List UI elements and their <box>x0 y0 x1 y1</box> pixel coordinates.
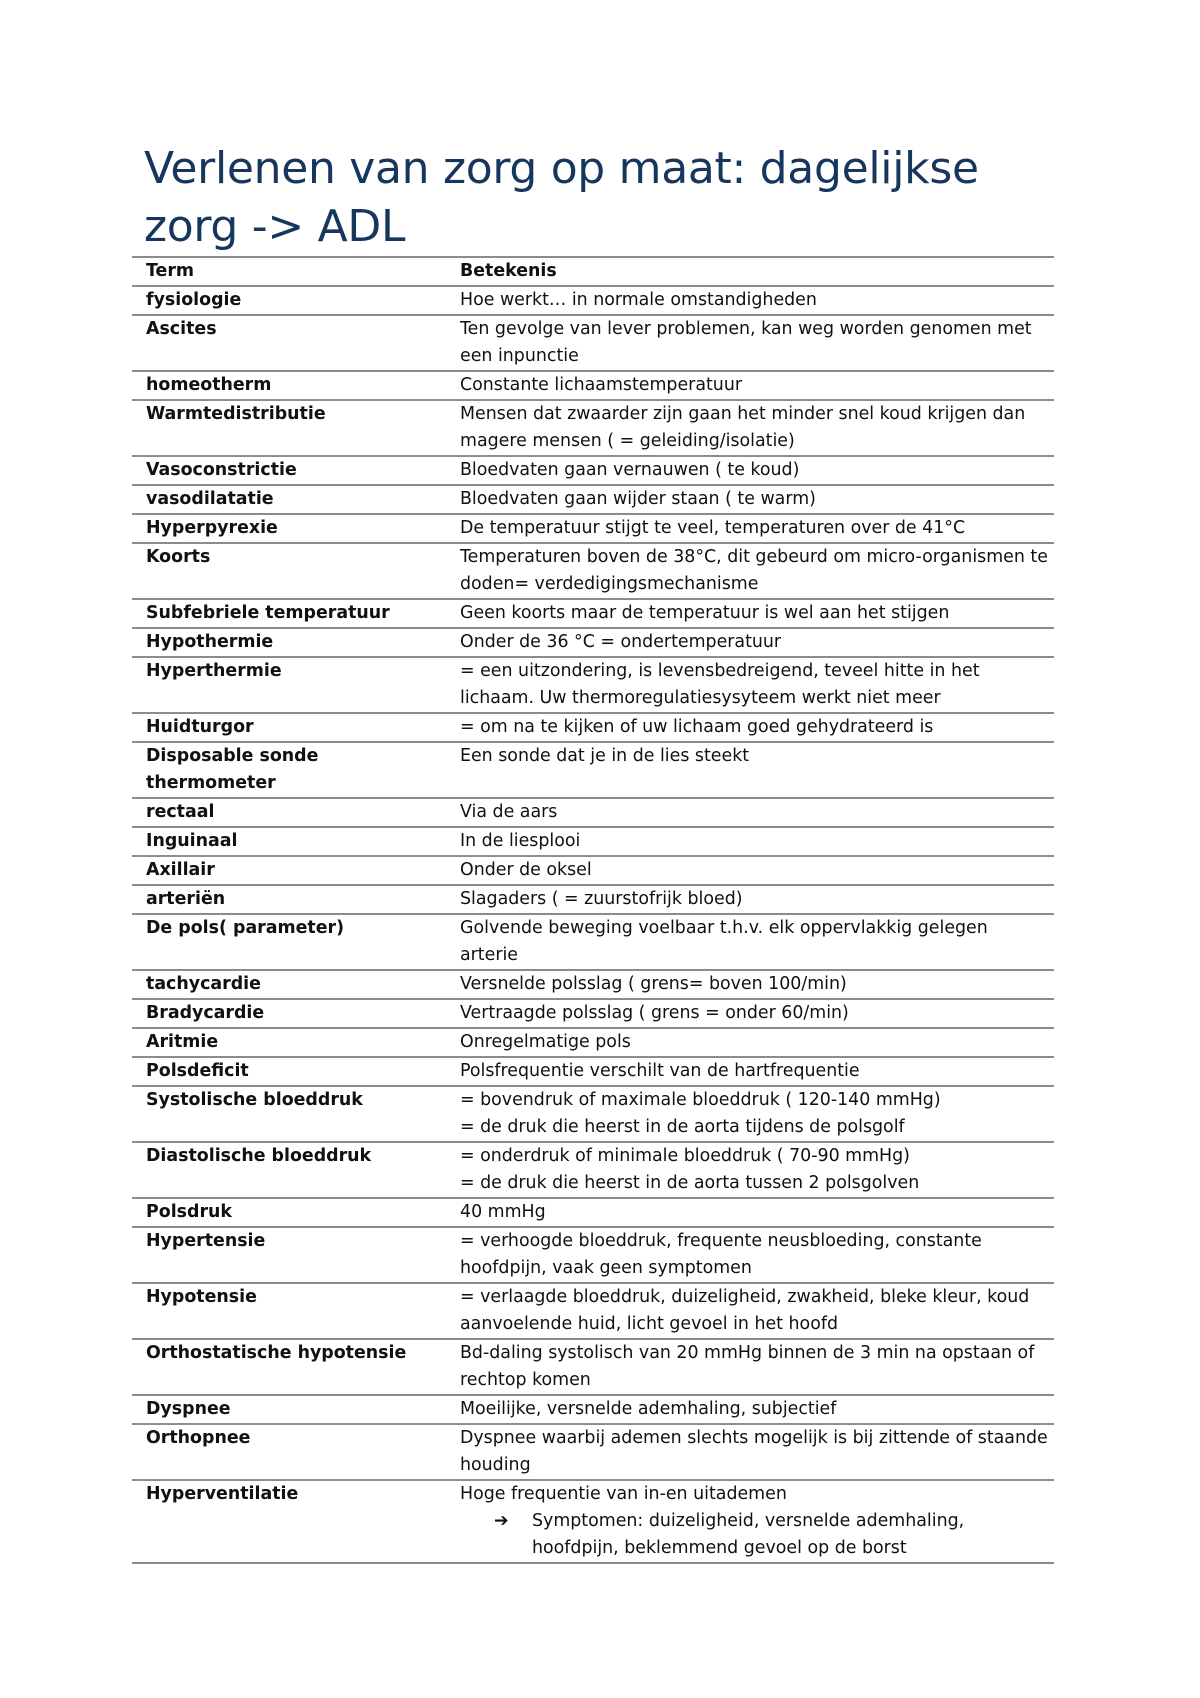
meaning-text: Slagaders ( = zuurstofrijk bloed) <box>460 889 743 909</box>
meaning-cell <box>446 1227 1054 1283</box>
table-row <box>132 657 1054 713</box>
meaning-cell <box>446 798 1054 827</box>
meaning-cell <box>446 999 1054 1028</box>
meaning-text: Bloedvaten gaan wijder staan ( te warm) <box>460 489 816 509</box>
meaning-text: = bovendruk of maximale bloeddruk ( 120-140 mmHg) <box>460 1090 941 1110</box>
term-cell: fysiologie <box>132 286 446 315</box>
meaning-text: 40 mmHg <box>460 1202 546 1222</box>
meaning-text-secondary: = de druk die heerst in de aorta tijdens de polsgolf <box>460 1117 905 1137</box>
term-cell: Warmtedistributie <box>132 400 446 456</box>
meaning-text: Vertraagde polsslag ( grens = onder 60/min) <box>460 1003 849 1023</box>
table-row <box>132 1424 1054 1480</box>
term-cell: Vasoconstrictie <box>132 456 446 485</box>
meaning-text-secondary: = de druk die heerst in de aorta tussen 2 polsgolven <box>460 1173 920 1193</box>
meaning-cell <box>446 1028 1054 1057</box>
meaning-text: = om na te kijken of uw lichaam goed gehydrateerd is <box>460 717 934 737</box>
meaning-text: Moeilijke, versnelde ademhaling, subjectief <box>460 1399 837 1419</box>
meaning-cell <box>446 1480 1054 1563</box>
term-cell: Hypothermie <box>132 628 446 657</box>
meaning-text: Ten gevolge van lever problemen, kan weg worden genomen met een inpunctie <box>460 319 1032 366</box>
meaning-text: Temperaturen boven de 38°C, dit gebeurd om micro-organismen te doden= verdedigingsmechanisme <box>460 547 1048 594</box>
term-cell: vasodilatatie <box>132 485 446 514</box>
meaning-cell <box>446 1198 1054 1227</box>
meaning-text: Hoe werkt… in normale omstandigheden <box>460 290 817 310</box>
meaning-text: Bloedvaten gaan vernauwen ( te koud) <box>460 460 800 480</box>
meaning-text: Onder de 36 °C = ondertemperatuur <box>460 632 782 652</box>
meaning-text: Hoge frequentie van in-en uitademen <box>460 1484 787 1504</box>
term-cell: tachycardie <box>132 970 446 999</box>
term-cell: Systolische bloeddruk <box>132 1086 446 1142</box>
meaning-cell <box>446 885 1054 914</box>
meaning-cell <box>446 1424 1054 1480</box>
meaning-cell <box>446 371 1054 400</box>
meaning-cell <box>446 543 1054 599</box>
table-row <box>132 1283 1054 1339</box>
meaning-text: De temperatuur stijgt te veel, temperaturen over de 41°C <box>460 518 966 538</box>
term-cell: Polsdeficit <box>132 1057 446 1086</box>
meaning-cell <box>446 742 1054 798</box>
term-cell: De pols( parameter) <box>132 914 446 970</box>
term-cell: Orthopnee <box>132 1424 446 1480</box>
term-cell: Aritmie <box>132 1028 446 1057</box>
table-row <box>132 628 1054 657</box>
table-row <box>132 286 1054 315</box>
meaning-text: = een uitzondering, is levensbedreigend, teveel hitte in het lichaam. Uw thermoregulatiesysyteem werkt niet meer <box>460 661 980 708</box>
table-row <box>132 1198 1054 1227</box>
meaning-cell <box>446 286 1054 315</box>
meaning-text: = verhoogde bloeddruk, frequente neusbloeding, constante hoofdpijn, vaak geen symptomen <box>460 1231 982 1278</box>
term-cell: rectaal <box>132 798 446 827</box>
meaning-text: Mensen dat zwaarder zijn gaan het minder snel koud krijgen dan magere mensen ( = geleiding/isolatie) <box>460 404 1026 451</box>
term-cell: arteriën <box>132 885 446 914</box>
table-row <box>132 970 1054 999</box>
meaning-cell <box>446 599 1054 628</box>
table-header-row <box>132 257 1054 286</box>
bullet-text: Symptomen: duizeligheid, versnelde ademhaling, hoofdpijn, beklemmend gevoel op de borst <box>532 1511 965 1558</box>
bullet-item <box>460 1508 1050 1562</box>
table-row <box>132 885 1054 914</box>
meaning-cell <box>446 914 1054 970</box>
table-row <box>132 485 1054 514</box>
table-row <box>132 1086 1054 1142</box>
table-row <box>132 543 1054 599</box>
term-cell: Polsdruk <box>132 1198 446 1227</box>
table-row <box>132 798 1054 827</box>
term-cell: Hyperventilatie <box>132 1480 446 1563</box>
table-row <box>132 742 1054 798</box>
glossary-table <box>132 256 1054 1564</box>
table-row <box>132 856 1054 885</box>
meaning-text: Onder de oksel <box>460 860 592 880</box>
term-cell: homeotherm <box>132 371 446 400</box>
table-row <box>132 599 1054 628</box>
table-row <box>132 914 1054 970</box>
term-cell: Inguinaal <box>132 827 446 856</box>
meaning-text: Via de aars <box>460 802 558 822</box>
meaning-text: Bd-daling systolisch van 20 mmHg binnen de 3 min na opstaan of rechtop komen <box>460 1343 1035 1390</box>
meaning-text: In de liesplooi <box>460 831 581 851</box>
meaning-text: Polsfrequentie verschilt van de hartfrequentie <box>460 1061 860 1081</box>
header-term: Term <box>132 257 446 286</box>
meaning-cell <box>446 485 1054 514</box>
meaning-cell <box>446 1086 1054 1142</box>
term-cell: Hyperthermie <box>132 657 446 713</box>
page-title: Verlenen van zorg op maat: dagelijkse zorg -> ADL <box>144 143 979 252</box>
table-row <box>132 400 1054 456</box>
meaning-cell <box>446 657 1054 713</box>
table-row <box>132 999 1054 1028</box>
meaning-cell <box>446 1339 1054 1395</box>
meaning-cell <box>446 1283 1054 1339</box>
table-row <box>132 1480 1054 1563</box>
term-cell: Bradycardie <box>132 999 446 1028</box>
term-cell: Huidturgor <box>132 713 446 742</box>
term-cell: Orthostatische hypotensie <box>132 1339 446 1395</box>
table-row <box>132 514 1054 543</box>
table-row <box>132 1227 1054 1283</box>
meaning-cell <box>446 1142 1054 1198</box>
table-row <box>132 1339 1054 1395</box>
table-row <box>132 456 1054 485</box>
meaning-cell <box>446 315 1054 371</box>
term-cell: Diastolische bloeddruk <box>132 1142 446 1198</box>
term-cell: Subfebriele temperatuur <box>132 599 446 628</box>
table-row <box>132 371 1054 400</box>
table-row <box>132 827 1054 856</box>
table-row <box>132 1057 1054 1086</box>
meaning-text: Versnelde polsslag ( grens= boven 100/min) <box>460 974 847 994</box>
term-cell: Axillair <box>132 856 446 885</box>
meaning-text: = verlaagde bloeddruk, duizeligheid, zwakheid, bleke kleur, koud aanvoelende huid, licht gevoel in het hoofd <box>460 1287 1030 1334</box>
meaning-text: Een sonde dat je in de lies steekt <box>460 746 750 766</box>
meaning-text: Golvende beweging voelbaar t.h.v. elk oppervlakkig gelegen arterie <box>460 918 988 965</box>
meaning-cell <box>446 827 1054 856</box>
meaning-text: Dyspnee waarbij ademen slechts mogelijk is bij zittende of staande houding <box>460 1428 1048 1475</box>
header-meaning: Betekenis <box>446 257 1054 286</box>
term-cell: Ascites <box>132 315 446 371</box>
table-row <box>132 315 1054 371</box>
meaning-cell <box>446 1057 1054 1086</box>
term-cell: Hyperpyrexie <box>132 514 446 543</box>
table-row <box>132 1395 1054 1424</box>
term-cell: Hypertensie <box>132 1227 446 1283</box>
term-cell: Koorts <box>132 543 446 599</box>
table-row <box>132 1028 1054 1057</box>
meaning-text: Geen koorts maar de temperatuur is wel aan het stijgen <box>460 603 950 623</box>
meaning-cell <box>446 400 1054 456</box>
table-row <box>132 1142 1054 1198</box>
meaning-text: Onregelmatige pols <box>460 1032 631 1052</box>
term-cell: Disposable sonde thermometer <box>132 742 446 798</box>
table-row <box>132 713 1054 742</box>
meaning-cell <box>446 456 1054 485</box>
term-cell: Dyspnee <box>132 1395 446 1424</box>
meaning-cell <box>446 514 1054 543</box>
term-cell: Hypotensie <box>132 1283 446 1339</box>
meaning-cell <box>446 1395 1054 1424</box>
meaning-text: Constante lichaamstemperatuur <box>460 375 742 395</box>
meaning-cell <box>446 713 1054 742</box>
meaning-cell <box>446 856 1054 885</box>
meaning-cell <box>446 628 1054 657</box>
meaning-cell <box>446 970 1054 999</box>
arrow-right-icon: ➔ <box>494 1511 509 1531</box>
meaning-text: = onderdruk of minimale bloeddruk ( 70-90 mmHg) <box>460 1146 910 1166</box>
